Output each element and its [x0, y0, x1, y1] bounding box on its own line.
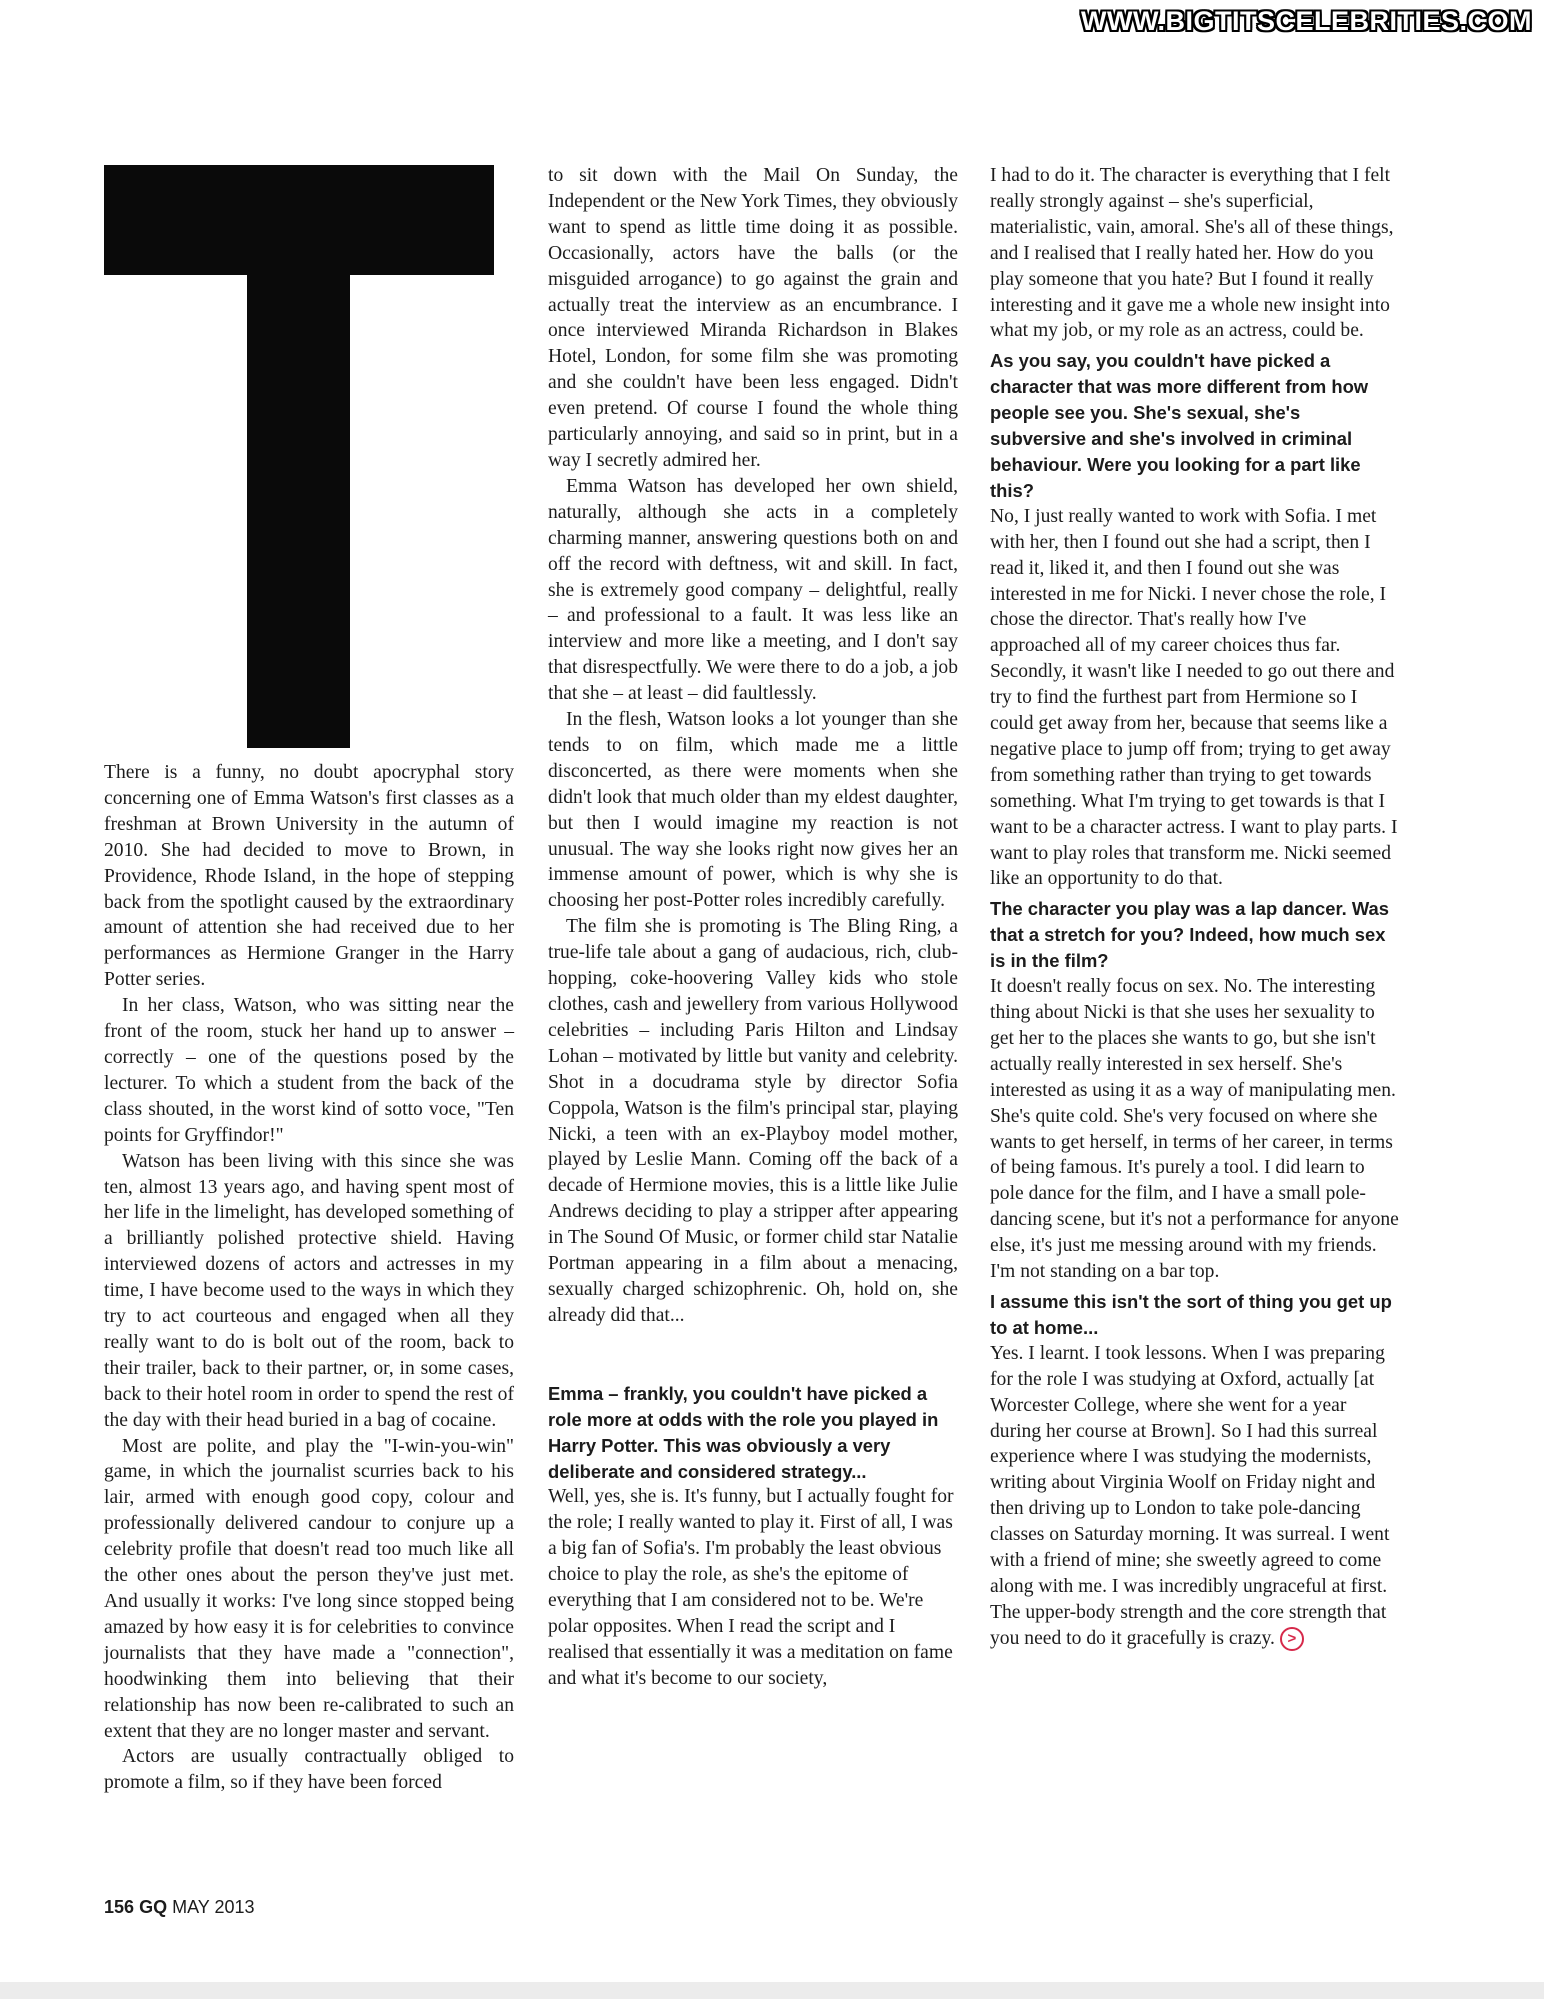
paragraph: Most are polite, and play the "I-win-you-win" game, in which the journalist scurries back to his lair, armed with enough good copy, colour and professionally delivered candour to conjure up a celebrity profile that doesn't read too much like all the other ones about the person they've just met. And usually it works: I've long since stopped being amazed by how easy it is for celebrities to convince journalists that they have made a "connection", hoodwinking them into believing that their relationship has now been re-calibrated to such an extent that they are no longer master and servant.: [104, 1435, 514, 1742]
article-column-1: [104, 760, 514, 1796]
watermark: WWW.BIGTITSCELEBRITIES.COM: [1081, 6, 1532, 36]
page-edge: [0, 1982, 1544, 1999]
paragraph: Emma Watson has developed her own shield, naturally, although she acts in a completely charming manner, answering questions both on and off the record with deftness, wit and skill. In fact, she is extremely good company – delightful, really – and professional to a fault. It was less like an interview and more like a meeting, and I don't say that disrespectfully. We were there to do a job, a job that she – at least – did faultlessly.: [548, 475, 958, 705]
drop-cap-letter-stem: [247, 165, 350, 748]
page-number: 156: [104, 1897, 135, 1917]
magazine-name: GQ: [139, 1897, 168, 1917]
interview-question: As you say, you couldn't have picked a character that was more different from how people see you. She's sexual, she's subversive and she's involved in criminal behaviour. Were you looking for a part like this?: [990, 350, 1369, 501]
article-column-3: [990, 163, 1400, 1652]
interview-answer: I had to do it. The character is everything that I felt really strongly against – she's superficial, materialistic, vain, amoral. She's all of these things, and I realised that I really hated her. How do you play someone that you hate? But I found it really interesting and it gave me a whole new insight into what my job, or my role as an actress, could be.: [990, 165, 1394, 342]
paragraph: Watson has been living with this since she was ten, almost 13 years ago, and having spent most of her life in the limelight, has developed something of a brilliantly polished protective shield. Having interviewed dozens of actors and actresses in my time, I have become used to the ways in which they try to act courteous and engaged when all they really want to do is bolt out of the room, back to their trailer, back to their partner, or, in some cases, back to their hotel room in order to spend the rest of the day with their head buried in a bag of cocaine.: [104, 1150, 514, 1431]
interview-question: The character you play was a lap dancer. Was that a stretch for you? Indeed, how much sex is in the film?: [990, 898, 1389, 972]
continue-arrow-icon: >: [1280, 1627, 1304, 1651]
interview-answer: [990, 1341, 1400, 1652]
interview-answer: It doesn't really focus on sex. No. The interesting thing about Nicki is that she uses her sexuality to get her to the places she wants to go, but she isn't actually really interested in sex herself. She's interested as using it as a way of manipulating men. She's quite cold. She's very focused on where she wants to get herself, in terms of her career, in terms of being famous. It's purely a tool. I did learn to pole dance for the film, and I have a small pole-dancing scene, but it's not a performance for anyone else, it's just me messing around with my friends. I'm not standing on a bar top.: [990, 976, 1399, 1283]
article-column-2: [548, 163, 958, 1692]
paragraph: Actors are usually contractually obliged to promote a film, so if they have been forced: [104, 1746, 514, 1794]
page-footer: [104, 1897, 254, 1918]
issue-date: MAY 2013: [172, 1897, 255, 1917]
interview-question: Emma – frankly, you couldn't have picked a role more at odds with the role you played in Harry Potter. This was obviously a very deliberate and considered strategy...: [548, 1382, 939, 1482]
interview-answer: Well, yes, she is. It's funny, but I actually fought for the role; I really wanted to play it. First of all, I was a big fan of Sofia's. I'm probably the least obvious choice to play the role, as she's the epitome of everything that I am considered not to be. We're polar opposites. When I read the script and I realised that essentially it was a meditation on fame and what it's become to our society,: [548, 1486, 954, 1689]
paragraph: There is a funny, no doubt apocryphal story concerning one of Emma Watson's first classes as a freshman at Brown University in the autumn of 2010. She had decided to move to Brown, in Providence, Rhode Island, in the hope of stepping back from the spotlight caused by the extraordinary amount of attention she had received due to her performances as Hermione Granger in the Harry Potter series.: [104, 762, 514, 991]
interview-answer: No, I just really wanted to work with Sofia. I met with her, then I found out she had a script, then I read it, liked it, and then I found out she was interested in me for Nicki. I never chose the role, I chose the director. That's really how I've approached all of my career choices thus far. Secondly, it wasn't like I needed to go out there and try to find the furthest part from Hermione so I could get away from her, because that seems like a negative place to jump off from; trying to get away from something rather than trying to get towards something. What I'm trying to get towards is that I want to be a character actress. I want to play parts. I want to play roles that transform me. Nicki seemed like an opportunity to do that.: [990, 505, 1398, 890]
answer-text: Yes. I learnt. I took lessons. When I was preparing for the role I was studying at Oxford, actually [at Worcester College, where she went for a year during her course at Brown]. So I had this surreal experience where I was studying the modernists, writing about Virginia Woolf on Friday night and then driving up to London to take pole-dancing classes on Saturday morning. It was surreal. I went with a friend of mine; she sweetly agreed to come along with me. I was incredibly ungraceful at first. The upper-body strength and the core strength that you need to do it gracefully is crazy.: [990, 1342, 1390, 1649]
paragraph: The film she is promoting is The Bling Ring, a true-life tale about a gang of audacious, rich, club-hopping, coke-hoovering Valley kids who stole clothes, cash and jewellery from various Hollywood celebrities – including Paris Hilton and Lindsay Lohan – motivated by little but vanity and celebrity. Shot in a docudrama style by director Sofia Coppola, Watson is the film's principal star, playing Nicki, a teen with an ex-Playboy model mother, played by Leslie Mann. Coming off the back of a decade of Hermione movies, this is a little like Julie Andrews deciding to play a stripper after appearing in The Sound Of Music, or former child star Natalie Portman appearing in a film about a menacing, sexually charged schizophrenic. Oh, hold on, she already did that...: [548, 916, 958, 1326]
paragraph: In the flesh, Watson looks a lot younger than she tends to on film, which made me a little disconcerted, as there were moments when she didn't look that much older than my eldest daughter, but then I would imagine my reaction is not unusual. The way she looks right now gives her an immense amount of power, which is why she is choosing her post-Potter roles incredibly carefully.: [548, 709, 958, 912]
paragraph: In her class, Watson, who was sitting near the front of the room, stuck her hand up to answer – correctly – one of the questions posed by the lecturer. To which a student from the back of the class shouted, in the worst kind of sotto voce, "Ten points for Gryffindor!": [104, 995, 514, 1146]
paragraph: to sit down with the Mail On Sunday, the Independent or the New York Times, they obviously want to spend as little time doing it as possible. Occasionally, actors have the balls (or the misguided arrogance) to go against the grain and actually treat the interview as an encumbrance. I once interviewed Miranda Richardson in Blakes Hotel, London, for some film she was promoting and she couldn't have been less engaged. Didn't even pretend. Of course I found the whole thing particularly annoying, and said so in print, but in a way I secretly admired her.: [548, 165, 958, 471]
interview-question: I assume this isn't the sort of thing you get up to at home...: [990, 1290, 1392, 1338]
